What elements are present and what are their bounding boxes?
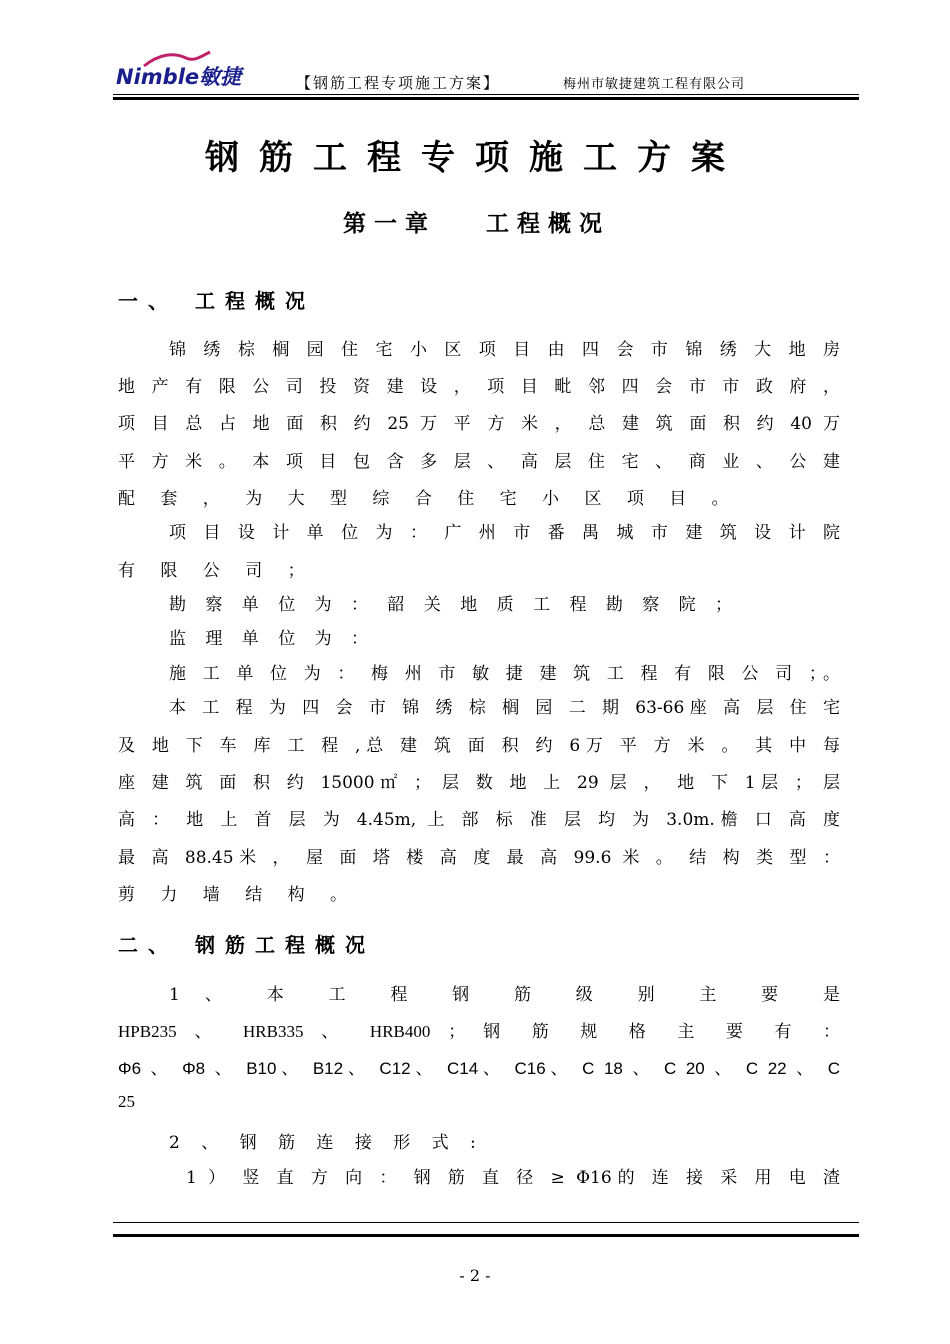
body-line: 项 目 总 占 地 面 积 约 25 万 平 方 米 ， 总 建 筑 面 积 约 40 万 [118, 414, 840, 434]
body-line: 1 ） 竖 直 方 向 ： 钢 筋 直 径 ≥ Φ16的 连 接 采 用 电 渣 [186, 1168, 840, 1188]
body-line: 项 目 设 计 单 位 为 ： 广 州 市 番 禺 城 市 建 筑 设 计 院 [169, 523, 840, 543]
company-logo [114, 48, 264, 92]
body-line: 剪 力 墙 结 构 。 [118, 885, 358, 905]
body-line: 1 、 本 工 程 钢 筋 级 别 主 要 是 [169, 985, 840, 1005]
body-line: HPB235 、 HRB335 、 HRB400 ； 钢 筋 规 格 主 要 有 ： [118, 1022, 840, 1041]
footer-rule-thin [113, 1222, 859, 1223]
chapter-number: 第一章 [343, 211, 436, 237]
body-line: 25 [118, 1092, 135, 1111]
body-line: 高 ： 地 上 首 层 为 4.45m, 上 部 标 准 层 均 为 3.0m.檐 口 高 度 [118, 810, 840, 830]
footer-rule-thick [113, 1234, 859, 1237]
chapter-name: 工程概况 [486, 211, 610, 237]
header-rule-thin [113, 94, 859, 95]
body-line: 最 高 88.45米 ， 屋 面 塔 楼 高 度 最 高 99.6 米 。 结 构 类 型 ： [118, 848, 840, 868]
body-line: 本 工 程 为 四 会 市 锦 绣 棕 榈 园 二 期 63-66座 高 层 住 宅 [169, 698, 840, 718]
logo-swoosh-icon [114, 48, 264, 92]
body-line: Φ6 、 Φ8 、 B10、 B12、 C12、 C14、 C16、 C 18 、 C 20 、 C 22 、 C [118, 1059, 840, 1078]
header-doc-title: 【钢筋工程专项施工方案】 [296, 74, 501, 92]
body-line: 勘 察 单 位 为 ： 韶 关 地 质 工 程 勘 察 院 ； [169, 595, 740, 615]
section-heading-2: 二、 钢筋工程概况 [118, 933, 375, 957]
body-line: 2 、 钢 筋 连 接 形 式 : [169, 1133, 484, 1153]
body-line: 锦 绣 棕 榈 园 住 宅 小 区 项 目 由 四 会 市 锦 绣 大 地 房 [169, 340, 840, 360]
body-line: 施 工 单 位 为 ： 梅 州 市 敏 捷 建 筑 工 程 有 限 公 司 ；。 [169, 664, 840, 684]
body-line: 地 产 有 限 公 司 投 资 建 设 ， 项 目 毗 邻 四 会 市 市 政 府 ， [118, 377, 840, 397]
body-line: 配 套 ， 为 大 型 综 合 住 宅 小 区 项 目 。 [118, 489, 739, 509]
page-number: - 2 - [459, 1266, 491, 1285]
header-rule-thick [113, 97, 859, 100]
body-line: 及 地 下 车 库 工 程 ,总 建 筑 面 积 约 6万 平 方 米 。 其 中 每 [118, 736, 840, 756]
section-heading-1: 一、 工程概况 [118, 289, 315, 313]
document-title: 钢筋工程专项施工方案 [205, 138, 745, 178]
header-company: 梅州市敏捷建筑工程有限公司 [563, 77, 746, 92]
body-line: 座 建 筑 面 积 约 15000㎡ ； 层 数 地 上 29 层 ， 地 下 1层 ； 层 [118, 773, 840, 793]
body-line: 平 方 米 。 本 项 目 包 含 多 层 、 高 层 住 宅 、 商 业 、 公 建 [118, 452, 840, 472]
body-line: 有 限 公 司 ； [118, 561, 315, 581]
logo-text: Nimble敏捷 [116, 65, 242, 89]
body-line: 监 理 单 位 为 ： [169, 629, 376, 649]
chapter-heading [343, 205, 610, 238]
